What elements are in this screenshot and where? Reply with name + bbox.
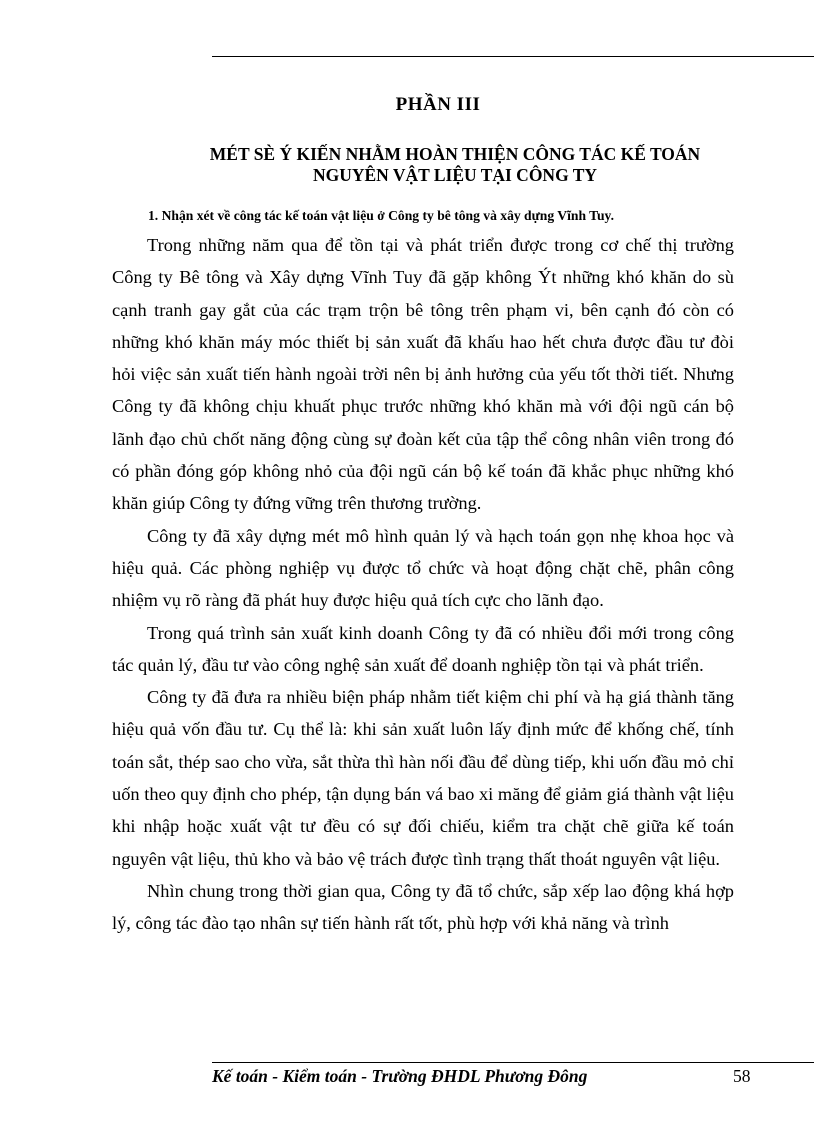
- footer-text: Kế toán - Kiểm toán - Trường ĐHDL Phương Đông: [212, 1066, 588, 1086]
- footer-rule: [212, 1062, 814, 1063]
- header-rule: [212, 56, 814, 57]
- body-text: [112, 229, 734, 940]
- chapter-title: [150, 144, 760, 186]
- section-heading: 1. Nhận xét về công tác kế toán vật liệu ở Công ty bê tông và xây dựng Vĩnh Tuy.: [148, 208, 614, 223]
- page-number: 58: [733, 1066, 751, 1086]
- paragraph: Trong quá trình sản xuất kinh doanh Công ty đã có nhiều đổi mới trong công tác quản lý, đầu tư vào công nghệ sản xuất để doanh nghiệp tồn tại và phát triển.: [112, 622, 734, 675]
- chapter-title-line-1: MÉT SÈ Ý KIẾN NHẰM HOÀN THIỆN CÔNG TÁC KẾ TOÁN: [209, 144, 701, 164]
- paragraph: Nhìn chung trong thời gian qua, Công ty đã tổ chức, sắp xếp lao động khá hợp lý, công tác đào tạo nhân sự tiến hành rất tốt, phù hợp với khả năng và trình: [112, 880, 734, 934]
- paragraph: Công ty đã đưa ra nhiều biện pháp nhằm tiết kiệm chi phí và hạ giá thành tăng hiệu quả vốn đầu tư. Cụ thể là: khi sản xuất luôn lấy định mức để khống chế, tính toán sắt, thép sao cho vừa, sắt thừa thì hàn nối đầu để dùng tiếp, khi uốn đầu mỏ chỉ uốn theo quy định cho phép, tận dụng bán vá bao xi măng để giảm giá thành vật liệu khi nhập hoặc xuất vật tư đều có sự đối chiếu, kiểm tra chặt chẽ giữa kế toán nguyên vật liệu, thủ kho và bảo vệ trách được tình trạng thất thoát nguyên vật liệu.: [112, 687, 734, 869]
- chapter-title-line-2: NGUYÊN VẬT LIỆU TẠI CÔNG TY: [312, 165, 598, 185]
- part-title: PHẦN III: [395, 94, 481, 115]
- paragraph: Trong những năm qua để tồn tại và phát triển được trong cơ chế thị trường Công ty Bê tông và Xây dựng Vĩnh Tuy đã gặp không Ýt những khó khăn do sù cạnh tranh gay gắt của các trạm trộn bê tông trên phạm vi, bên cạnh đó còn có những khó khăn máy móc thiết bị sản xuất đã khấu hao hết chưa được đầu tư đòi hỏi việc sản xuất tiến hành ngoài trời nên bị ảnh hưởng của yếu tốt thời tiết. Nhưng Công ty đã không chịu khuất phục trước những khó khăn mà với đội ngũ cán bộ lãnh đạo chủ chốt năng động cùng sự đoàn kết của tập thể công nhân viên trong đó có phần đóng góp không nhỏ của đội ngũ cán bộ kế toán đã khắc phục những khó khăn giúp Công ty đứng vững trên thương trường.: [112, 235, 734, 514]
- paragraph: Công ty đã xây dựng mét mô hình quản lý và hạch toán gọn nhẹ khoa học và hiệu quả. Các phòng nghiệp vụ được tổ chức và hoạt động chặt chẽ, phân công nhiệm vụ rõ ràng đã phát huy được hiệu quả tích cực cho lãnh đạo.: [112, 525, 734, 611]
